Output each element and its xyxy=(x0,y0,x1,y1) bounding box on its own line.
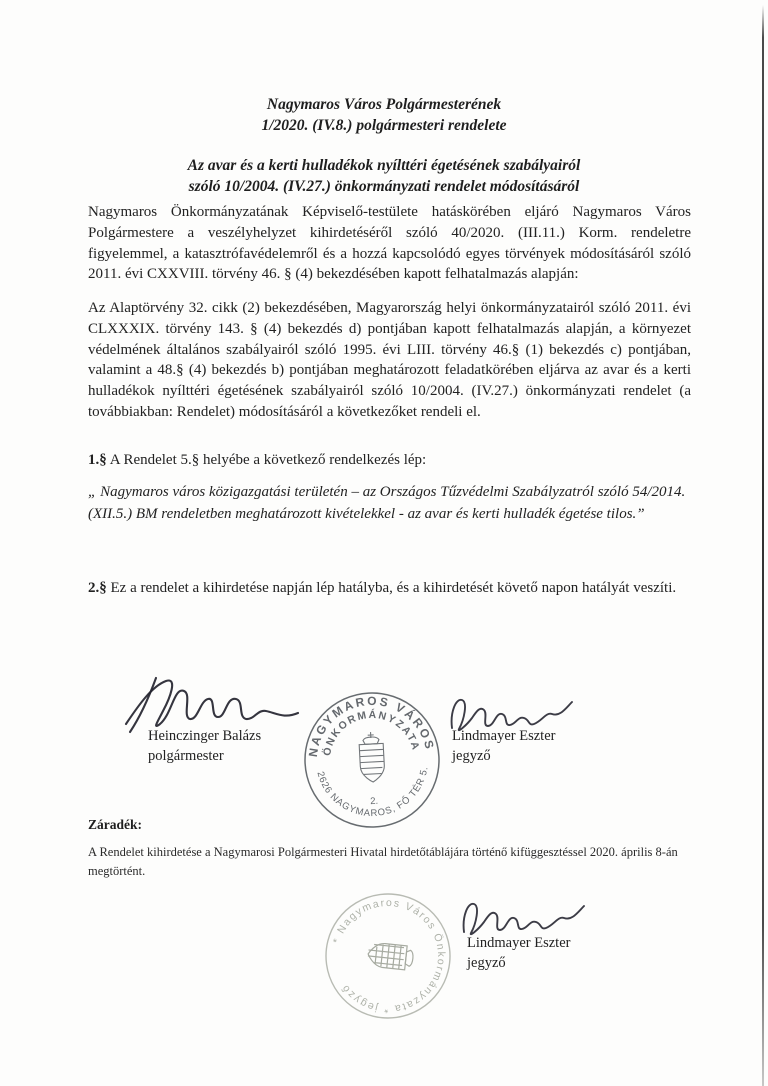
section-1-text: A Rendelet 5.§ helyébe a következő rendelkezés lép: xyxy=(109,452,427,468)
clerk-title: jegyző xyxy=(452,748,491,764)
zaradek-label: Záradék: xyxy=(88,817,142,832)
stamp-number: 2. xyxy=(369,795,379,808)
clerk-round-stamp xyxy=(316,884,460,1028)
stamp-arc-inner-text: ÖNKORMÁNYZATA xyxy=(321,708,423,757)
mayor-title: polgármester xyxy=(148,748,224,764)
coat-of-arms-icon xyxy=(359,731,386,782)
clerk-stamp-arc-text: * Nagymaros Város Önkormányzata * jegyző xyxy=(330,896,448,1016)
section-1 xyxy=(88,450,691,471)
municipal-stamp xyxy=(296,684,447,835)
stamp-arc-top-text: NAGYMAROS VÁROS xyxy=(305,693,438,758)
clerk2-name: Lindmayer Eszter xyxy=(467,935,571,951)
mayor-name: Heinczinger Balázs xyxy=(148,728,262,744)
scan-artifact-line xyxy=(762,5,764,1086)
document-title-line1: Nagymaros Város Polgármesterének xyxy=(266,96,502,113)
section-2 xyxy=(88,578,691,599)
clerk-name: Lindmayer Eszter xyxy=(452,728,556,744)
section-2-text: Ez a rendelet a kihirdetése napján lép hatályba, és a kihirdetését követő napon hatályát veszíti. xyxy=(110,580,677,596)
section-2-label: 2.§ xyxy=(88,580,107,596)
document-subject-line1: Az avar és a kerti hulladékok nyílttéri égetésének szabályairól xyxy=(187,157,581,174)
preamble-paragraph-1: Nagymaros Önkormányzatának Képviselő-testülete hatáskörében eljáró Nagymaros Város Polgármestere a veszélyhelyzet kihirdetéséről szóló 40/2020. (III.11.) Korm. rendeletre figyelemmel, a katasztrófavédelemről és a hozzá kapcsolódó egyes törvények módosításáról szóló 2011. évi CXXVIII. törvény 46. § (4) bekezdésében kapott felhatalmazás alapján: xyxy=(88,204,691,283)
preamble-paragraph-2: Az Alaptörvény 32. cikk (2) bekezdésében, Magyarország helyi önkormányzatairól szóló 2011. évi CLXXXIX. törvény 143. § (4) bekezdés d) pontjában kapott felhatalmazás alapján, a környezet védelmének általános szabályairól szóló 1995. évi LIII. törvény 46.§ (1) bekezdés c) pontjában, valamint a 48.§ (4) bekezdés b) pontjában meghatározott feladatkörében eljárva az avar és a kerti hulladékok nyílttéri égetésének szabályairól szóló 10/2004. (IV.27.) önkormányzati rendelet (a továbbiakban: Rendelet) módosításáról a következőket rendeli el. xyxy=(88,300,691,420)
document-subject-line2: szóló 10/2004. (IV.27.) önkormányzati rendelet módosításáról xyxy=(188,178,580,195)
zaradek-text: A Rendelet kihirdetése a Nagymarosi Polgármesteri Hivatal hirdetőtáblájára történő kifüggesztéssel 2020. április 8-án megtörtént. xyxy=(88,845,678,878)
document-title-line2: 1/2020. (IV.8.) polgármesteri rendelete xyxy=(261,117,507,134)
stamp-arc-bottom-text: 2626 NAGYMAROS, FŐ TÉR 5. xyxy=(314,765,431,820)
section-1-quote: „ Nagymaros város közigazgatási területén – az Országos Tűzvédelmi Szabályzatról szóló 54/2014. (XII.5.) BM rendeletben meghatározott kivételekkel - az avar és kerti hulladék égetése tilos.” xyxy=(88,484,686,522)
clerk2-title: jegyző xyxy=(467,955,506,971)
section-1-label: 1.§ xyxy=(88,452,107,468)
coat-of-arms-tilted-icon xyxy=(367,942,414,971)
